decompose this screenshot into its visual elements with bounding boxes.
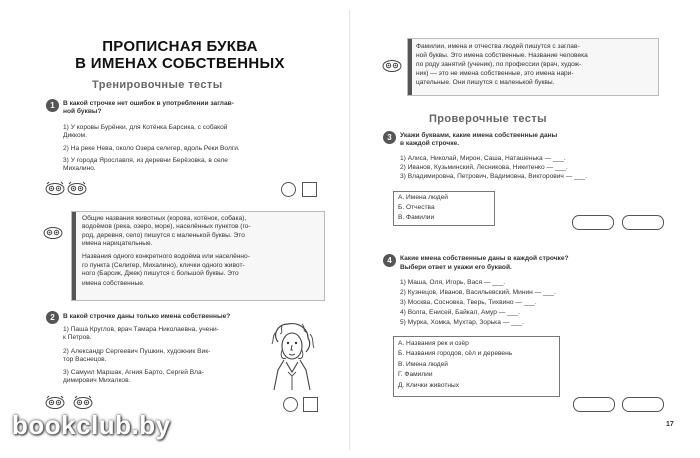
task4-answer: В. Имена людей (398, 361, 448, 368)
owl-icon (382, 58, 402, 72)
note-line: род, деревня, село) пишутся с маленькой буквы. Это (82, 232, 245, 239)
task2-option: тор Васнецов. (63, 356, 107, 363)
task2-option: 1) Паша Круглов, врач Тамара Николаевна, учени- (63, 326, 219, 333)
task3-line: 2) Иванов, Кузьминский, Лесниковa, Никитенко — ___. (400, 164, 568, 171)
note-line: ник) — это не имена собственные, это имена нари- (416, 70, 574, 77)
task4-line: 2) Кузнецов, Иванов, Васильевский, Минин — ___. (400, 289, 556, 296)
answer-square[interactable] (303, 397, 318, 412)
portrait-sketch-image (268, 320, 316, 392)
task-number-4: 4 (383, 254, 396, 267)
note-line: Фамилии, имена и отчества людей пишутся с заглав- (416, 43, 580, 50)
task1-option: Михалино. (63, 165, 96, 172)
task4-line: 1) Маша, Оля, Игорь, Вася — ___. (400, 279, 506, 286)
answer-pill[interactable] (573, 397, 615, 412)
task2-question: В какой строчке даны только имена собственные? (63, 313, 231, 320)
task4-question-line2: Выбери ответ и укажи его буквой. (400, 264, 512, 271)
task-number-2: 2 (46, 311, 59, 324)
page-title-line1: ПРОПИСНАЯ БУКВА (102, 38, 258, 55)
note-line: имена нарицательные. (82, 240, 153, 247)
task3-line: 1) Алиса, Николай, Мирон, Саша, Наташенька — ___. (400, 155, 566, 162)
page-title-line2: В ИМЕНАХ СОБСТВЕННЫХ (75, 55, 285, 72)
owl-icon (73, 395, 93, 409)
task2-option: 3) Самуил Маршак, Агния Барто, Сергей Вла- (63, 369, 204, 376)
task1-option: 3) У города Ярославля, из деревни Берёзовка, в селе (63, 157, 228, 164)
note-line: цательные. Они пишутся с маленькой буквы. (416, 79, 555, 86)
owl-icon (45, 395, 65, 409)
task1-question-line2: ной буквы? (63, 108, 102, 115)
answer-pill[interactable] (572, 215, 614, 230)
task4-line: 5) Мурка, Хомка, Мухтар, Зорька — ___. (400, 319, 524, 326)
right-page (350, 0, 700, 458)
note-bar (72, 212, 76, 300)
task-number-1: 1 (46, 99, 59, 112)
answer-pill[interactable] (622, 397, 664, 412)
answer-pill[interactable] (622, 215, 664, 230)
note-line: Названия одного конкретного водоёма или населённо- (82, 253, 250, 260)
note-bar (408, 39, 412, 95)
owl-icon (45, 181, 65, 195)
section-check-tests: Проверочные тесты (429, 113, 547, 125)
task4-answer: Г. Фамилии (398, 371, 433, 378)
answer-circle[interactable] (283, 397, 298, 412)
task4-line: 4) Волга, Енисей, Байкал, Амур — ___. (400, 309, 520, 316)
task2-option: димирович Михалков. (63, 377, 131, 384)
section-training-tests: Тренировочные тесты (92, 79, 223, 91)
task3-answer: Б. Отчества (398, 204, 435, 211)
task2-option: 2) Александр Сергеевич Пушкин, художник Вик- (63, 348, 211, 355)
note-line: по роду занятий (ученик), по профессии (врач, худож- (416, 61, 582, 68)
task1-question-line1: В какой строчке нет ошибок в употреблении заглав- (63, 100, 234, 107)
owl-icon (67, 181, 87, 195)
task3-answer: В. Фамилии (398, 214, 435, 221)
task3-question-line2: в каждой строчке. (400, 140, 460, 147)
task4-line: 3) Москва, Сосновка, Тверь, Тихвино — ___. (400, 299, 537, 306)
task3-line: 3) Владимировна, Петрович, Вадимовна, Викторович — ___. (400, 173, 587, 180)
task1-option: Дикком. (63, 132, 88, 139)
task4-question-line1: Какие имена собственные даны в каждой строчке? (400, 255, 569, 262)
task3-question-line1: Укажи буквами, какие имена собственные даны (400, 132, 558, 139)
task2-option: к Петров. (63, 334, 92, 341)
task4-answer: А. Названия рек и озёр (398, 340, 469, 347)
task1-option: 1) У коровы Бурёнки, для Котёнка Барсика, с собакой (63, 124, 228, 131)
task3-answer: А. Имена людей (398, 194, 448, 201)
task-number-3: 3 (383, 131, 396, 144)
answer-square[interactable] (302, 182, 317, 197)
note-line: водоёмов (река, озеро, море), населённых пунктов (го- (82, 223, 251, 230)
note-line: Общие названия животных (корова, котёнок, собака), (82, 215, 247, 222)
watermark: bookclub.by (12, 410, 171, 440)
task1-option: 2) На реке Нева, около Озера селигер, вдоль Реки Волги. (63, 145, 240, 152)
answer-circle[interactable] (281, 182, 296, 197)
note-line: имена собственные. (82, 280, 145, 287)
task4-answer: Д. Клички животных (398, 382, 460, 389)
note-line: ного (Барсик, Джек) пишутся с большой буквы. Это (82, 270, 239, 277)
owl-icon (43, 225, 63, 239)
task4-answer: Б. Названия городов, сёл и деревень (398, 350, 513, 357)
page-number: 17 (666, 421, 674, 428)
note-line: ной буквы. Это имена собственные. Название человека (416, 52, 588, 59)
note-line: го пункта (Селигер, Михалино), клички одного живот- (82, 262, 245, 269)
